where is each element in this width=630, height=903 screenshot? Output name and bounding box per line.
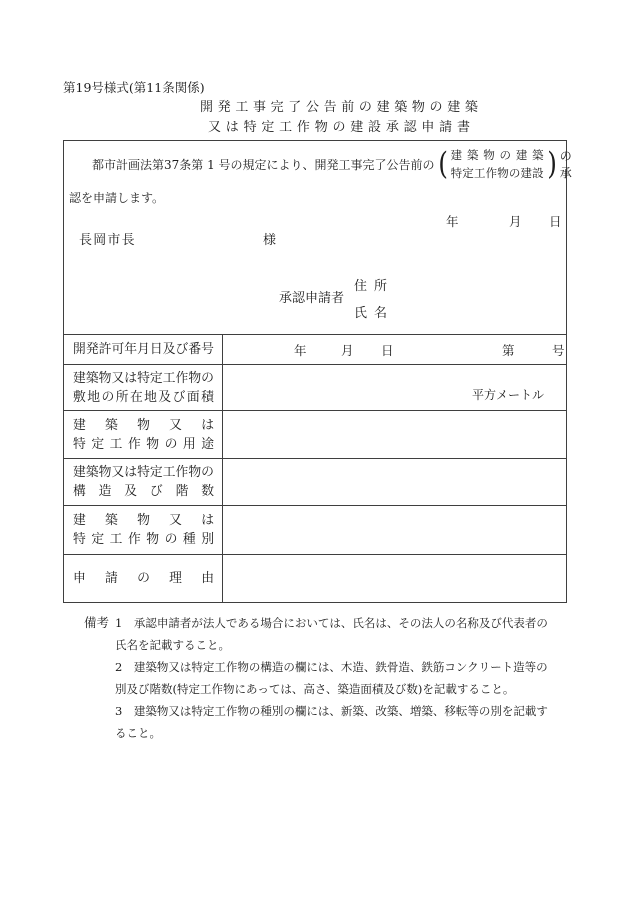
close-paren: ) (546, 146, 557, 182)
row-value (223, 335, 566, 364)
note-item-2 (115, 656, 580, 700)
bracket-option-structure: 特 定 工 作 物 の 建 設 (450, 165, 544, 180)
row-value (223, 365, 566, 410)
value-day-label: 日 (381, 342, 394, 358)
notes-section (84, 612, 580, 744)
row-label (64, 459, 223, 505)
notes-label: 備考 (84, 615, 110, 630)
selection-bracket (437, 147, 558, 181)
note-line: 1 承認申請者が法人である場合においては、氏名は、その法人の名称及び代表者の (115, 616, 548, 630)
note-item-3 (115, 700, 580, 744)
applicant-address-label: 住 所 (354, 279, 387, 294)
bracket-options (451, 148, 544, 181)
date-month-label: 月 (509, 214, 522, 229)
row-label (64, 365, 223, 410)
honorific: 様 (263, 233, 277, 248)
note-item-1 (115, 612, 580, 656)
row-label-line: 建 築 物 又 は (73, 513, 214, 528)
row-value (223, 555, 566, 602)
application-sentence (80, 147, 572, 181)
sentence-continuation: 認を申請します。 (69, 191, 165, 205)
form-title-line2: 又 は 特 定 工 作 物 の 建 設 承 認 申 請 書 (208, 120, 470, 135)
row-label-line: 開 発 許 可 年 月 日 及 び 番 号 (73, 342, 214, 357)
note-line: 3 建築物又は特定工作物の種別の欄には、新築、改築、増築、移転等の別を記載す (115, 704, 548, 718)
note-line: 別及び階数(特定工作物にあっては、高さ、築造面積及び数)を記載すること。 (115, 682, 515, 696)
note-line: 2 建築物又は特定工作物の構造の欄には、木造、鉄骨造、鉄筋コンクリート造等の (115, 660, 548, 674)
addressee: 長岡市長 (79, 233, 136, 248)
sentence-start: 都市計画法第37条第 1 号の規定により、開発工事完了公告前の (80, 157, 435, 172)
notes-list (115, 612, 580, 744)
row-value (223, 459, 566, 505)
row-label-line: 特 定 工 作 物 の 種 別 (73, 532, 214, 547)
row-label-line: 申 請 の 理 由 (73, 571, 214, 586)
form-title-line1: 開 発 工 事 完 了 公 告 前 の 建 築 物 の 建 築 (200, 100, 478, 115)
table-row-site-location-area (64, 364, 566, 410)
sentence-after-bracket: の承 (559, 149, 572, 180)
bracket-option-building: 建 築 物 の 建 築 (450, 147, 544, 162)
date-year-label: 年 (446, 214, 459, 229)
value-number-prefix: 第 (502, 342, 515, 358)
form-number: 第19号様式(第11条関係) (63, 80, 205, 95)
row-value (223, 411, 566, 458)
table-row-use (64, 410, 566, 458)
row-label (64, 555, 223, 602)
row-label (64, 411, 223, 458)
row-label-line: 建 築 物 又 は (73, 417, 214, 433)
table-row-permit-date-number (64, 334, 566, 364)
date-day-label: 日 (549, 214, 562, 229)
row-label-line: 建 築 物 又 は 特 定 工 作 物 の (73, 370, 214, 386)
row-label (64, 506, 223, 554)
application-box (63, 140, 572, 603)
applicant-name-label: 氏 名 (354, 306, 387, 321)
value-number-suffix: 号 (552, 342, 565, 358)
row-label-line: 建 築 物 又 は 特 定 工 作 物 の (73, 465, 214, 480)
table-row-reason (64, 554, 566, 602)
table-row-type (64, 505, 566, 554)
table-row-structure-floors (64, 458, 566, 505)
form-table (64, 334, 566, 602)
row-label (64, 335, 223, 364)
value-month-label: 月 (341, 342, 354, 358)
row-label-line: 特 定 工 作 物 の 用 途 (73, 436, 214, 452)
applicant-role-label: 承認申請者 (279, 291, 345, 306)
value-year-label: 年 (294, 342, 307, 358)
row-label-line: 構 造 及 び 階 数 (73, 484, 214, 499)
note-line: ること。 (115, 726, 162, 740)
row-label-line: 敷 地 の 所 在 地 及 び 面 積 (73, 389, 214, 405)
open-paren: ( (437, 146, 448, 182)
note-line: 氏名を記載すること。 (115, 638, 231, 652)
area-unit-label: 平方メートル (471, 388, 544, 402)
row-value (223, 506, 566, 554)
